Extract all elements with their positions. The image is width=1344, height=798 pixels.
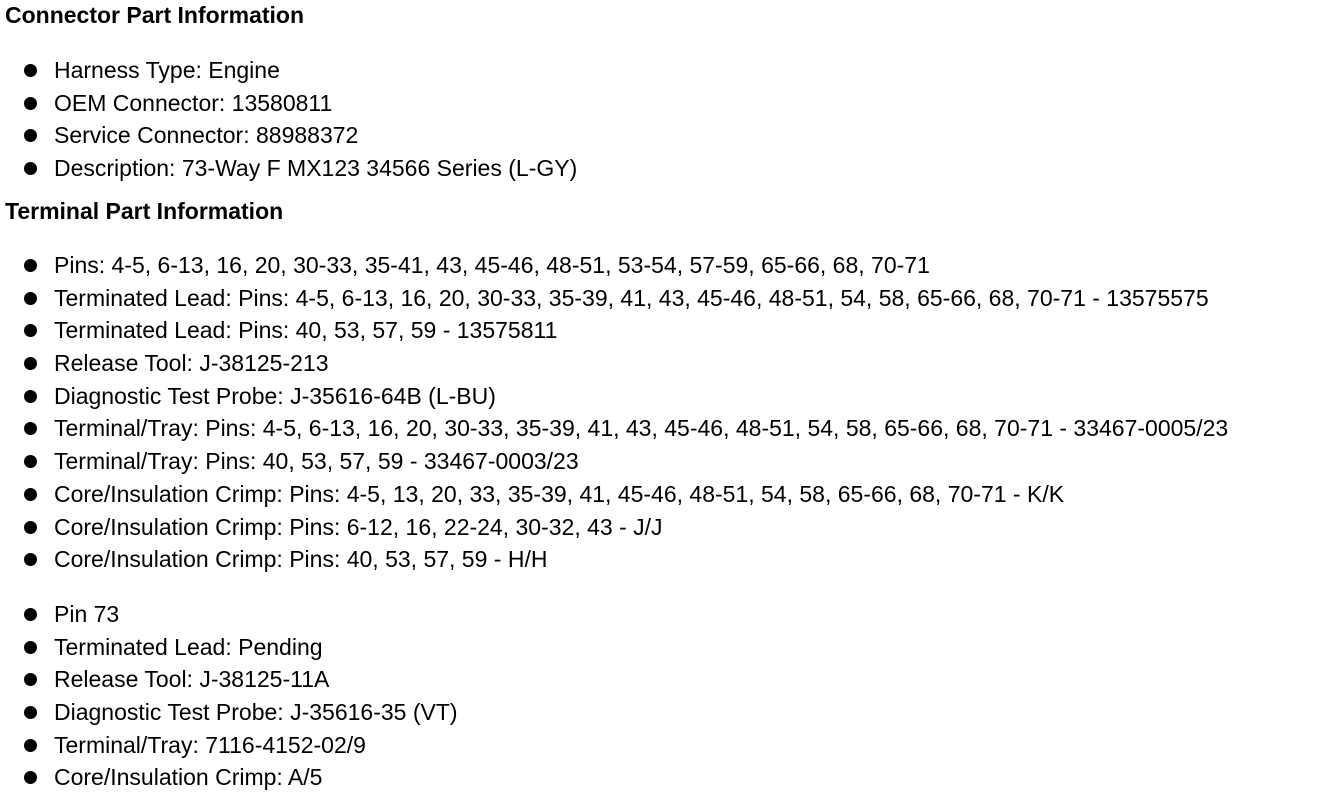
list-item-text: Core/Insulation Crimp: Pins: 6-12, 16, 22-24, 30-32, 43 - J/J	[54, 513, 663, 540]
list-item-text: Description: 73-Way F MX123 34566 Series (L-GY)	[54, 155, 578, 182]
list-item-text: Terminal/Tray: 7116-4152-02/9	[54, 731, 366, 758]
bullet-icon	[24, 553, 37, 566]
bullet-icon	[24, 422, 37, 435]
bullet-icon	[24, 706, 37, 719]
bullet-icon	[24, 390, 37, 403]
connector-part-information-heading: Connector Part Information	[5, 2, 305, 28]
bullet-icon	[24, 259, 37, 272]
list-item-text: Terminal/Tray: Pins: 4-5, 6-13, 16, 20, 30-33, 35-39, 41, 43, 45-46, 48-51, 54, 58, 65-66, 68, 70-71 - 33467-0005/23	[54, 415, 1229, 442]
bullet-icon	[24, 739, 37, 752]
bullet-icon	[24, 97, 37, 110]
bullet-icon	[24, 129, 37, 142]
list-item-text: Pin 73	[54, 601, 120, 627]
bullet-icon	[24, 357, 37, 370]
list-item-text: Service Connector: 88988372	[54, 122, 359, 149]
bullet-icon	[24, 608, 37, 621]
bullet-icon	[24, 771, 37, 784]
list-item-text: Diagnostic Test Probe: J-35616-64B (L-BU)	[54, 382, 496, 409]
bullet-icon	[24, 488, 37, 501]
bullet-icon	[24, 455, 37, 468]
bullet-icon	[24, 673, 37, 686]
list-item-text: Terminal/Tray: Pins: 40, 53, 57, 59 - 33467-0003/23	[54, 448, 579, 475]
list-item-text: OEM Connector: 13580811	[54, 89, 333, 116]
bullet-icon	[24, 641, 37, 654]
list-item-text: Core/Insulation Crimp: Pins: 4-5, 13, 20, 33, 35-39, 41, 45-46, 48-51, 54, 58, 65-66, 68, 70-71 - K/K	[54, 480, 1065, 507]
list-item-text: Core/Insulation Crimp: Pins: 40, 53, 57, 59 - H/H	[54, 546, 548, 573]
list-item-text: Diagnostic Test Probe: J-35616-35 (VT)	[54, 699, 458, 726]
list-item-text: Terminated Lead: Pins: 40, 53, 57, 59 - 13575811	[54, 317, 558, 344]
list-item-text: Release Tool: J-38125-11A	[54, 666, 330, 693]
terminal-part-information-heading: Terminal Part Information	[5, 198, 284, 224]
list-item-text: Pins: 4-5, 6-13, 16, 20, 30-33, 35-41, 43, 45-46, 48-51, 53-54, 57-59, 65-66, 68, 70-71	[54, 252, 930, 278]
list-item-text: Release Tool: J-38125-213	[54, 350, 329, 377]
list-item-text: Terminated Lead: Pending	[54, 633, 323, 660]
list-item-text: Harness Type: Engine	[54, 57, 280, 83]
bullet-icon	[24, 521, 37, 534]
bullet-icon	[24, 64, 37, 77]
bullet-icon	[24, 162, 37, 175]
list-item-text: Terminated Lead: Pins: 4-5, 6-13, 16, 20, 30-33, 35-39, 41, 43, 45-46, 48-51, 54, 58, 65-66, 68, 70-71 - 13575575	[54, 284, 1209, 311]
bullet-icon	[24, 324, 37, 337]
list-item-text: Core/Insulation Crimp: A/5	[54, 764, 323, 791]
bullet-icon	[24, 292, 37, 305]
